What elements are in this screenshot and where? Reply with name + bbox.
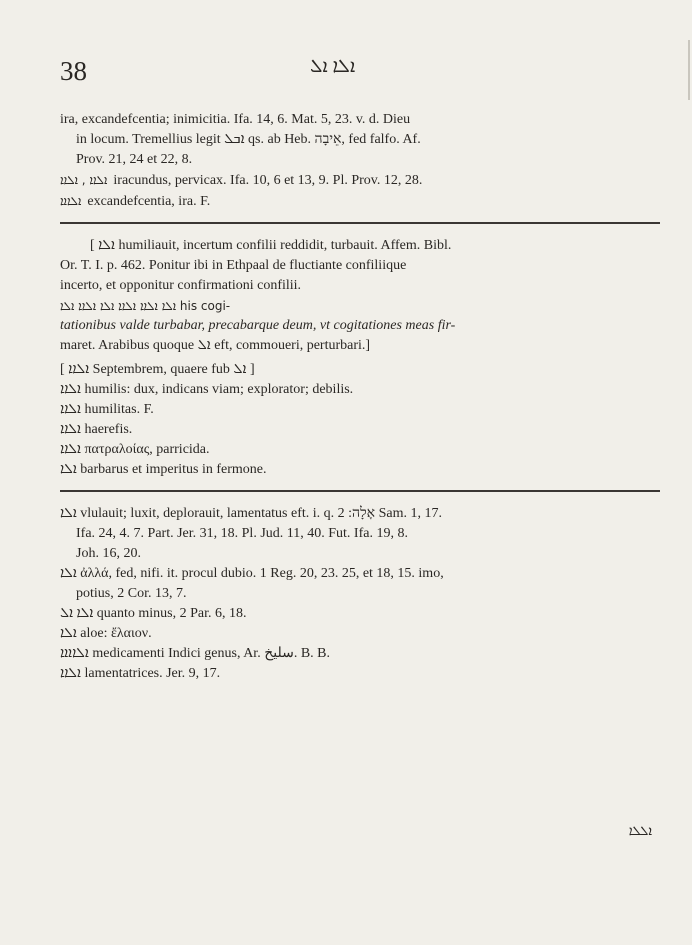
entry-line: ܐܠܐ ܐܠ quanto minus, 2 Par. 6, 18. [60,606,247,621]
entry-line: ܐܠܐܐܐܐ medicamenti Indici genus, Ar. سليخ. B. B. [60,646,331,661]
entry-headword: ܐܠܐܐܐ [60,194,82,208]
entry-ira [60,110,660,170]
entry-line: potius, 2 Cor. 13, 7. [76,586,187,601]
entry-line: Joh. 16, 20. [76,546,141,561]
entry-iracundus [60,170,660,191]
section-divider [60,490,660,492]
entry-excandefcentia [60,191,660,212]
entry-line: Prov. 21, 24 et 22, 8. [76,152,193,167]
page-edge-shadow [688,40,690,100]
entry-vlulauit [60,504,660,564]
syriac-quote-line: ܐܠܐ ܐܠܐܐ ܐܠܐܐ ܐܠܐ ܐܠܐܐ ܐܠܐ his cogi- [60,299,231,313]
entry-line: ܐܠܐܐ πατραλοίας, parricida. [60,442,210,457]
entry-block-3 [60,504,660,684]
entry-line: ܐܠܐܐ humilis: dux, indicans viam; explorator; debilis. [60,382,354,397]
entry-line: ܐܠܐ vlulauit; luxit, deplorauit, lamentatus eft. i. q. אָלָה: 2 Sam. 1, 17. [60,506,442,521]
entry-line: ܐܠܐܐ lamentatrices. Jer. 9, 17. [60,666,221,681]
entry-line: ܐܠܐܐ haerefis. [60,422,133,437]
entry-line: Or. T. I. p. 462. Ponitur ibi in Ethpaal de fluctiante confiliique [60,258,407,273]
entry-line: tationibus valde turbabar, precabarque deum, vt cogitationes meas fir- [60,318,456,333]
entry-alla [60,564,660,604]
section-divider [60,222,660,224]
entry-block-2 [60,236,660,480]
page-number: 38 [60,56,87,86]
entry-line: ira, excandefcentia; inimicitia. Ifa. 14, 6. Mat. 5, 23. v. d. Dieu [60,112,411,127]
entry-aloe [60,624,660,644]
running-head: ܐܠܐ ܐܠ [310,56,356,77]
entry-line: [ ܐܠܐܐ Septembrem, quaere fub ܐܠ ] [60,362,255,377]
entry-line: incerto, et opponitur confirmationi confilii. [60,278,302,293]
entry-line: excandefcentia, ira. F. [87,194,211,209]
entry-line: Ifa. 24, 4. 7. Part. Jer. 31, 18. Pl. Jud. 11, 40. Fut. Ifa. 19, 8. [76,526,408,541]
catchword: ܐܠܠܐ [628,824,652,839]
entry-quanto-minus [60,604,660,624]
entry-line: in locum. Tremellius legit ܐܒܠ qs. ab Heb. אֵיבָה, fed falfo. Af. [76,132,421,147]
entry-line: iracundus, pervicax. Ifa. 10, 6 et 13, 9. Pl. Prov. 12, 28. [113,173,423,188]
entry-medicamenti [60,644,660,664]
entry-lamentatrices [60,664,660,684]
entry-line: [ ܐܠܐ humiliauit, incertum confilii reddidit, turbauit. Affem. Bibl. [90,238,452,253]
page-content [60,110,660,684]
entry-line: ܐܠܐ ἀλλά, fed, nifi. it. procul dubio. 1 Reg. 20, 23. 25, et 18, 15. imo, [60,566,444,581]
entry-block-1 [60,110,660,212]
entry-line: ܐܠܐ barbarus et imperitus in fermone. [60,462,267,477]
entry-line: ܐܠܐܐ humilitas. F. [60,402,154,417]
entry-headword: ܐܠܐܐ , ܐܠܐܐ [60,173,108,187]
entry-line: maret. Arabibus quoque ܐܠ eft, commoueri, perturbari.] [60,338,371,353]
entry-line: ܐܠܐ aloe: ἔλαιον. [60,626,152,641]
